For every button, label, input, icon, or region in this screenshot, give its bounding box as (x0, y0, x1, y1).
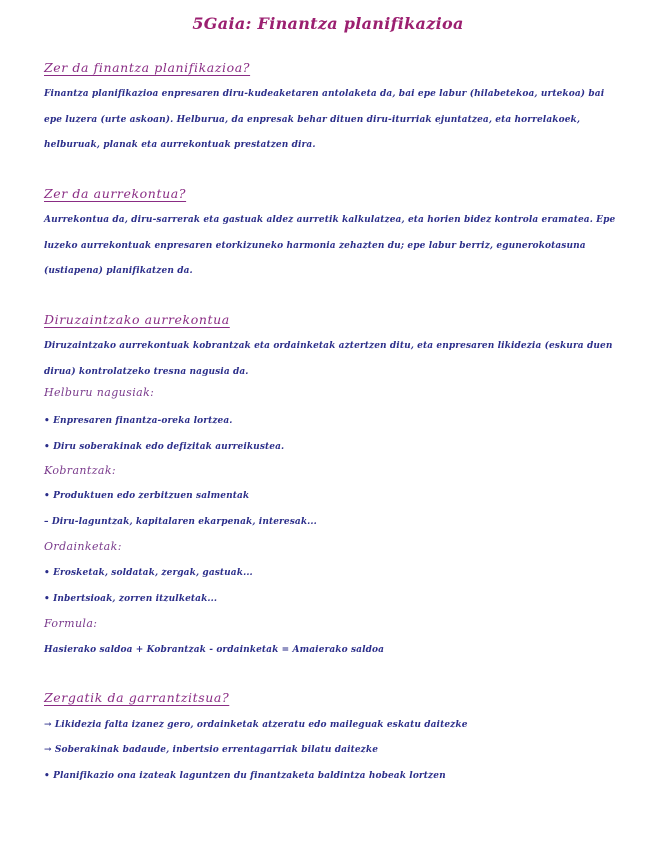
list-item: • Produktuen edo zerbitzuen salmentak (44, 491, 250, 501)
paragraph-diruzaintza: Diruzaintzako aurrekontuak kobrantzak eta ordainketak aztertzen ditu, eta enpresaren likidezia (eskura duen dirua) kontrolatzeko tresna nagusia da. (44, 341, 613, 377)
subheading-kobrantzak: Kobrantzak: (44, 464, 117, 477)
heading-diruzaintza: Diruzaintzako aurrekontua (44, 312, 230, 327)
heading-finantza-planifikazioa: Zer da finantza planifikazioa? (44, 60, 251, 75)
list-item: → Soberakinak badaude, inbertsio errentagarriak bilatu daitezke (44, 745, 379, 755)
list-item: • Planifikazio ona izateak laguntzen du finantzaketa baldintza hobeak lortzen (44, 771, 446, 781)
subheading-ordainketak: Ordainketak: (44, 540, 122, 553)
heading-garrantzitsua: Zergatik da garrantzitsua? (44, 690, 230, 705)
paragraph-finantza-planifikazioa: Finantza planifikazioa enpresaren diru-kudeaketaren antolaketa da, bai epe labur (hilabetekoa, urtekoa) bai epe luzera (urte askoan). Helburua, da enpresak behar dituen diru-iturriak ejuntatzea, eta horrelakoek, helburuak, planak eta aurrekontuak prestatzen dira. (44, 89, 605, 150)
list-item: → Likidezia falta izanez gero, ordainketak atzeratu edo maileguak eskatu daitezke (44, 720, 468, 730)
subheading-helburuak: Helburu nagusiak: (44, 386, 155, 399)
list-item: • Diru soberakinak edo defizitak aurreikustea. (44, 442, 285, 452)
paragraph-aurrekontua: Aurrekontua da, diru-sarrerak eta gastuak aldez aurretik kalkulatzea, eta horien bidez kontrola eramatea. Epe luzeko aurrekontuak enpresaren etorkizuneko harmonia zehazten du; epe labur berriz, egunerokotasuna (ustiapena) planifikatzen da. (44, 215, 616, 276)
list-item: • Erosketak, soldatak, zergak, gastuak... (44, 568, 253, 578)
page-title: 5Gaia: Finantza planifikazioa (192, 14, 464, 33)
list-item: • Enpresaren finantza-oreka lortzea. (44, 416, 233, 426)
heading-aurrekontua: Zer da aurrekontua? (44, 186, 187, 201)
list-item: • Inbertsioak, zorren itzulketak... (44, 594, 218, 604)
formula-text: Hasierako saldoa + Kobrantzak - ordainketak = Amaierako saldoa (44, 645, 385, 655)
list-item: – Diru-laguntzak, kapitalaren ekarpenak, interesak... (44, 517, 317, 527)
subheading-formula: Formula: (44, 617, 98, 630)
